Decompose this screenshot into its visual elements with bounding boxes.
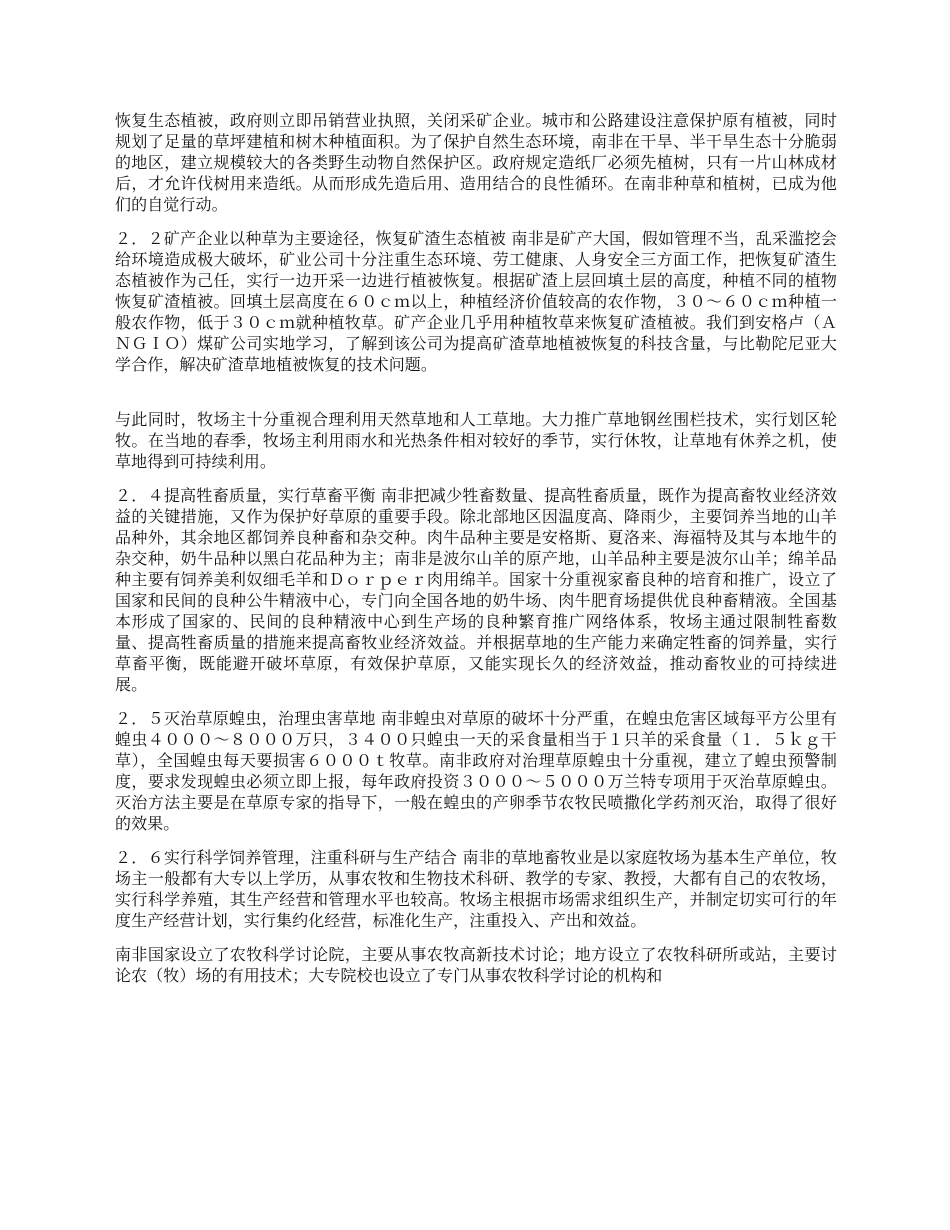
paragraph: ２．４提高牲畜质量，实行草畜平衡 南非把减少牲畜数量、提高牲畜质量，既作为提高畜牧业经济效益的关键措施，又作为保护好草原的重要手段。除北部地区因温度高、降雨少，主要饲养当地的山羊品种外，其余地区都饲养良种畜和杂交种。肉牛品种主要是安格斯、夏洛来、海福特及其与本地牛的杂交种，奶牛品种以黑白花品种为主；南非是波尔山羊的原产地，山羊品种主要是波尔山羊；绵羊品种主要有饲养美利奴细毛羊和Ｄｏｒｐｅｒ肉用绵羊。国家十分重视家畜良种的培育和推广，设立了国家和民间的良种公牛精液中心，专门向全国各地的奶牛场、肉牛肥育场提供优良种畜精液。全国基本形成了国家的、民间的良种精液中心到生产场的良种繁育推广网络体系，牧场主通过限制牲畜数量、提高牲畜质量的措施来提高畜牧业经济效益。并根据草地的生产能力来确定牲畜的饲养量，实行草畜平衡，既能避开破坏草原，有效保护草原，又能实现长久的经济效益，推动畜牧业的可持续进展。 [115, 486, 837, 694]
paragraph: 南非国家设立了农牧科学讨论院，主要从事农牧高新技术讨论；地方设立了农牧科研所或站，主要讨论农（牧）场的有用技术；大专院校也设立了专门从事农牧科学讨论的机构和 [115, 945, 837, 985]
document-page [115, 110, 837, 999]
paragraph: ２．６实行科学饲养管理，注重科研与生产结合 南非的草地畜牧业是以家庭牧场为基本生产单位，牧场主一般都有大专以上学历，从事农牧和生物技术科研、教学的专家、教授，大都有自己的农牧场，实行科学养殖，其生产经营和管理水平也较高。牧场主根据市场需求组织生产，并制定切实可行的年度生产经营计划，实行集约化经营，标准化生产，注重投入、产出和效益。 [115, 848, 837, 930]
paragraph: 恢复生态植被，政府则立即吊销营业执照，关闭采矿企业。城市和公路建设注意保护原有植被，同时规划了足量的草坪建植和树木种植面积。为了保护自然生态环境，南非在干旱、半干旱生态十分脆弱的地区，建立规模较大的各类野生动物自然保护区。政府规定造纸厂必须先植树，只有一片山林成材后，才允许伐树用来造纸。从而形成先造后用、造用结合的良性循环。在南非种草和植树，已成为他们的自觉行动。 [115, 111, 837, 214]
paragraph: ２．５灭治草原蝗虫，治理虫害草地 南非蝗虫对草原的破坏十分严重，在蝗虫危害区域每平方公里有蝗虫４０００～８０００万只，３４００只蝗虫一天的采食量相当于１只羊的采食量（１．５ｋｇ干草），全国蝗虫每天要损害６０００ｔ牧草。南非政府对治理草原蝗虫十分重视，建立了蝗虫预警制度，要求发现蝗虫必须立即上报，每年政府投资３０００～５０００万兰特专项用于灭治草原蝗虫。灭治方法主要是在草原专家的指导下，一般在蝗虫的产卵季节农牧民喷撒化学药剂灭治，取得了很好的效果。 [115, 709, 837, 833]
paragraph: 与此同时，牧场主十分重视合理利用天然草地和人工草地。大力推广草地钢丝围栏技术，实行划区轮牧。在当地的春季，牧场主利用雨水和光热条件相对较好的季节，实行休牧，让草地有休养之机，使草地得到可持续利用。 [115, 410, 837, 471]
paragraph: ２．２矿产企业以种草为主要途径，恢复矿渣生态植被 南非是矿产大国，假如管理不当，乱采滥挖会给环境造成极大破坏，矿业公司十分注重生态环境、劳工健康、人身安全三方面工作，把恢复矿渣生态植被作为己任，实行一边开采一边进行植被恢复。根据矿渣上层回填土层的高度，种植不同的植物恢复矿渣植被。回填土层高度在６０ｃｍ以上，种植经济价值较高的农作物，３０～６０ｃｍ种植一般农作物，低于３０ｃｍ就种植牧草。矿产企业几乎用种植牧草来恢复矿渣植被。我们到安格卢（ＡＮＧＩＯ）煤矿公司实地学习，了解到该公司为提高矿渣草地植被恢复的科技含量，与比勒陀尼亚大学合作，解决矿渣草地植被恢复的技术问题。 [115, 229, 837, 374]
